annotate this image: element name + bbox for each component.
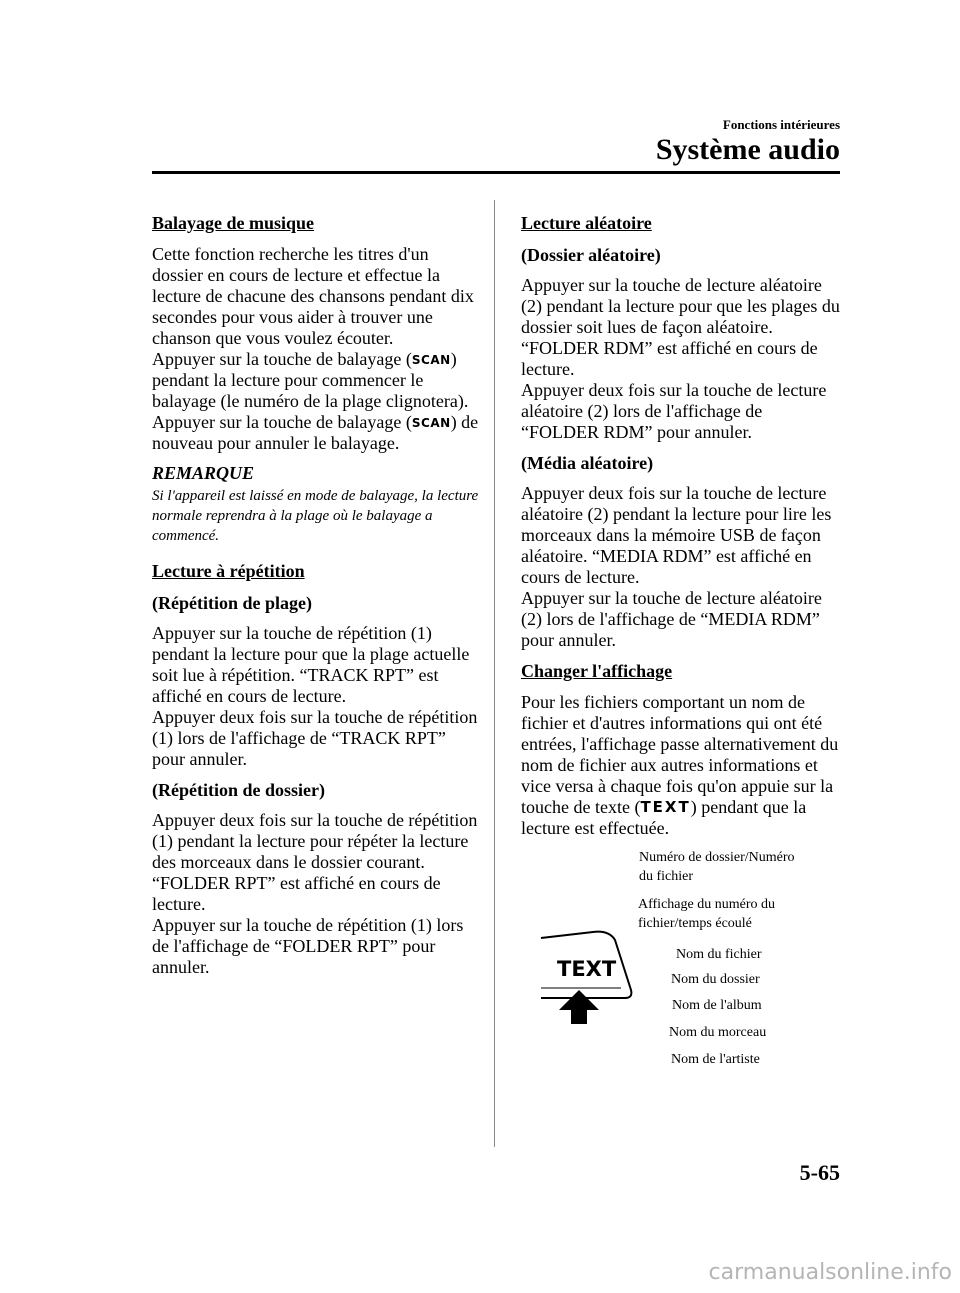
text-button-diagram xyxy=(521,840,841,1080)
section-title-repeat: Lecture à répétition xyxy=(152,561,305,581)
right-column xyxy=(521,212,843,848)
scan-paragraph-1: Cette fonction recherche les titres d'un dossier en cours de lecture et effectue la lecture de chacune des chansons pendant dix secondes pour vous aider à trouver une chanson que vous voulez écouter. xyxy=(152,244,474,348)
note-title: REMARQUE xyxy=(152,463,255,483)
section-title-random: Lecture aléatoire xyxy=(521,213,652,233)
scan-paragraph-2 xyxy=(152,349,482,454)
repeat-paragraph-1: Appuyer sur la touche de répétition (1) pendant la lecture pour que la plage actuelle soit lue à répétition. “TRACK RPT” est affiché en cours de lecture. xyxy=(152,623,470,706)
random-paragraph-4: Appuyer sur la touche de lecture aléatoire (2) lors de l'affichage de “MEDIA RDM” pour annuler. xyxy=(521,588,822,650)
left-column xyxy=(152,212,482,987)
label-track-name: Nom du morceau xyxy=(669,1025,767,1040)
random-paragraph-1: Appuyer sur la touche de lecture aléatoire (2) pendant la lecture pour que les plages du dossier soit lues de façon aléatoire. “FOLDER RDM” est affiché en cours de lecture. xyxy=(521,275,840,379)
repeat-paragraph-3: Appuyer deux fois sur la touche de répétition (1) pendant la lecture pour répéter la lecture des morceaux dans le dossier courant. “FOLDER RPT” est affiché en cours de lecture. xyxy=(152,810,478,914)
column-divider xyxy=(494,200,495,1147)
scan-text-c: ) de nouveau pour annuler le balayage. xyxy=(152,412,479,453)
repeat-paragraph-4: Appuyer sur la touche de répétition (1) lors de l'affichage de “FOLDER RPT” pour annuler. xyxy=(152,915,464,977)
subtitle-folder-repeat: (Répétition de dossier) xyxy=(152,780,325,800)
random-paragraph-2: Appuyer deux fois sur la touche de lecture aléatoire (2) lors de l'affichage de “FOLDER RDM” pour annuler. xyxy=(521,380,827,442)
section-label: Fonctions intérieures xyxy=(722,117,840,132)
scan-text-a: Appuyer sur la touche de balayage ( xyxy=(152,349,412,369)
subtitle-folder-random: (Dossier aléatoire) xyxy=(521,245,661,265)
label-file-name: Nom du fichier xyxy=(676,947,762,962)
label-elapsed-time: Affichage du numéro du fichier/temps écoulé xyxy=(638,897,775,931)
display-text-a: Pour les fichiers comportant un nom de fichier et d'autres informations qui ont été entrées, l'affichage passe alternativement du nom de fichier aux autres informations et vice versa à chaque fois qu'on appuie sur la touche de texte ( xyxy=(521,692,839,817)
label-album-name: Nom de l'album xyxy=(672,998,762,1013)
page-number: 5-65 xyxy=(799,1160,840,1185)
note-text: Si l'appareil est laissé en mode de balayage, la lecture normale reprendra à la plage où le balayage a commencé. xyxy=(152,488,479,544)
label-folder-name: Nom du dossier xyxy=(671,972,760,987)
subtitle-media-random: (Média aléatoire) xyxy=(521,453,654,473)
section-title-music-scan: Balayage de musique xyxy=(152,213,315,233)
section-title-change-display: Changer l'affichage xyxy=(521,661,673,681)
random-paragraph-3: Appuyer deux fois sur la touche de lecture aléatoire (2) pendant la lecture pour lire les morceaux dans la mémoire USB de façon aléatoire. “MEDIA RDM” est affiché en cours de lecture. xyxy=(521,483,832,587)
watermark: carmanualsonline.info xyxy=(708,1260,952,1285)
label-artist-name: Nom de l'artiste xyxy=(671,1052,760,1067)
header-rule xyxy=(152,171,840,174)
repeat-paragraph-2: Appuyer deux fois sur la touche de répétition (1) lors de l'affichage de “TRACK RPT” pour annuler. xyxy=(152,707,478,769)
scan-text-b: ) pendant la lecture pour commencer le balayage (le numéro de la plage clignotera). Appuyer sur la touche de balayage ( xyxy=(152,349,469,432)
page-title: Système audio xyxy=(655,133,840,166)
text-button-label: TEXT xyxy=(557,957,617,981)
display-paragraph xyxy=(521,692,843,839)
text-key-icon: TEXT xyxy=(640,798,691,816)
scan-key-icon-2: SCAN xyxy=(411,416,451,430)
scan-key-icon: SCAN xyxy=(411,353,451,367)
label-folder-number: Numéro de dossier/Numéro du fichier xyxy=(639,850,795,884)
up-arrow-icon xyxy=(559,990,599,1024)
subtitle-track-repeat: (Répétition de plage) xyxy=(152,593,312,613)
display-text-b: ) pendant que la lecture est effectuée. xyxy=(521,797,807,838)
